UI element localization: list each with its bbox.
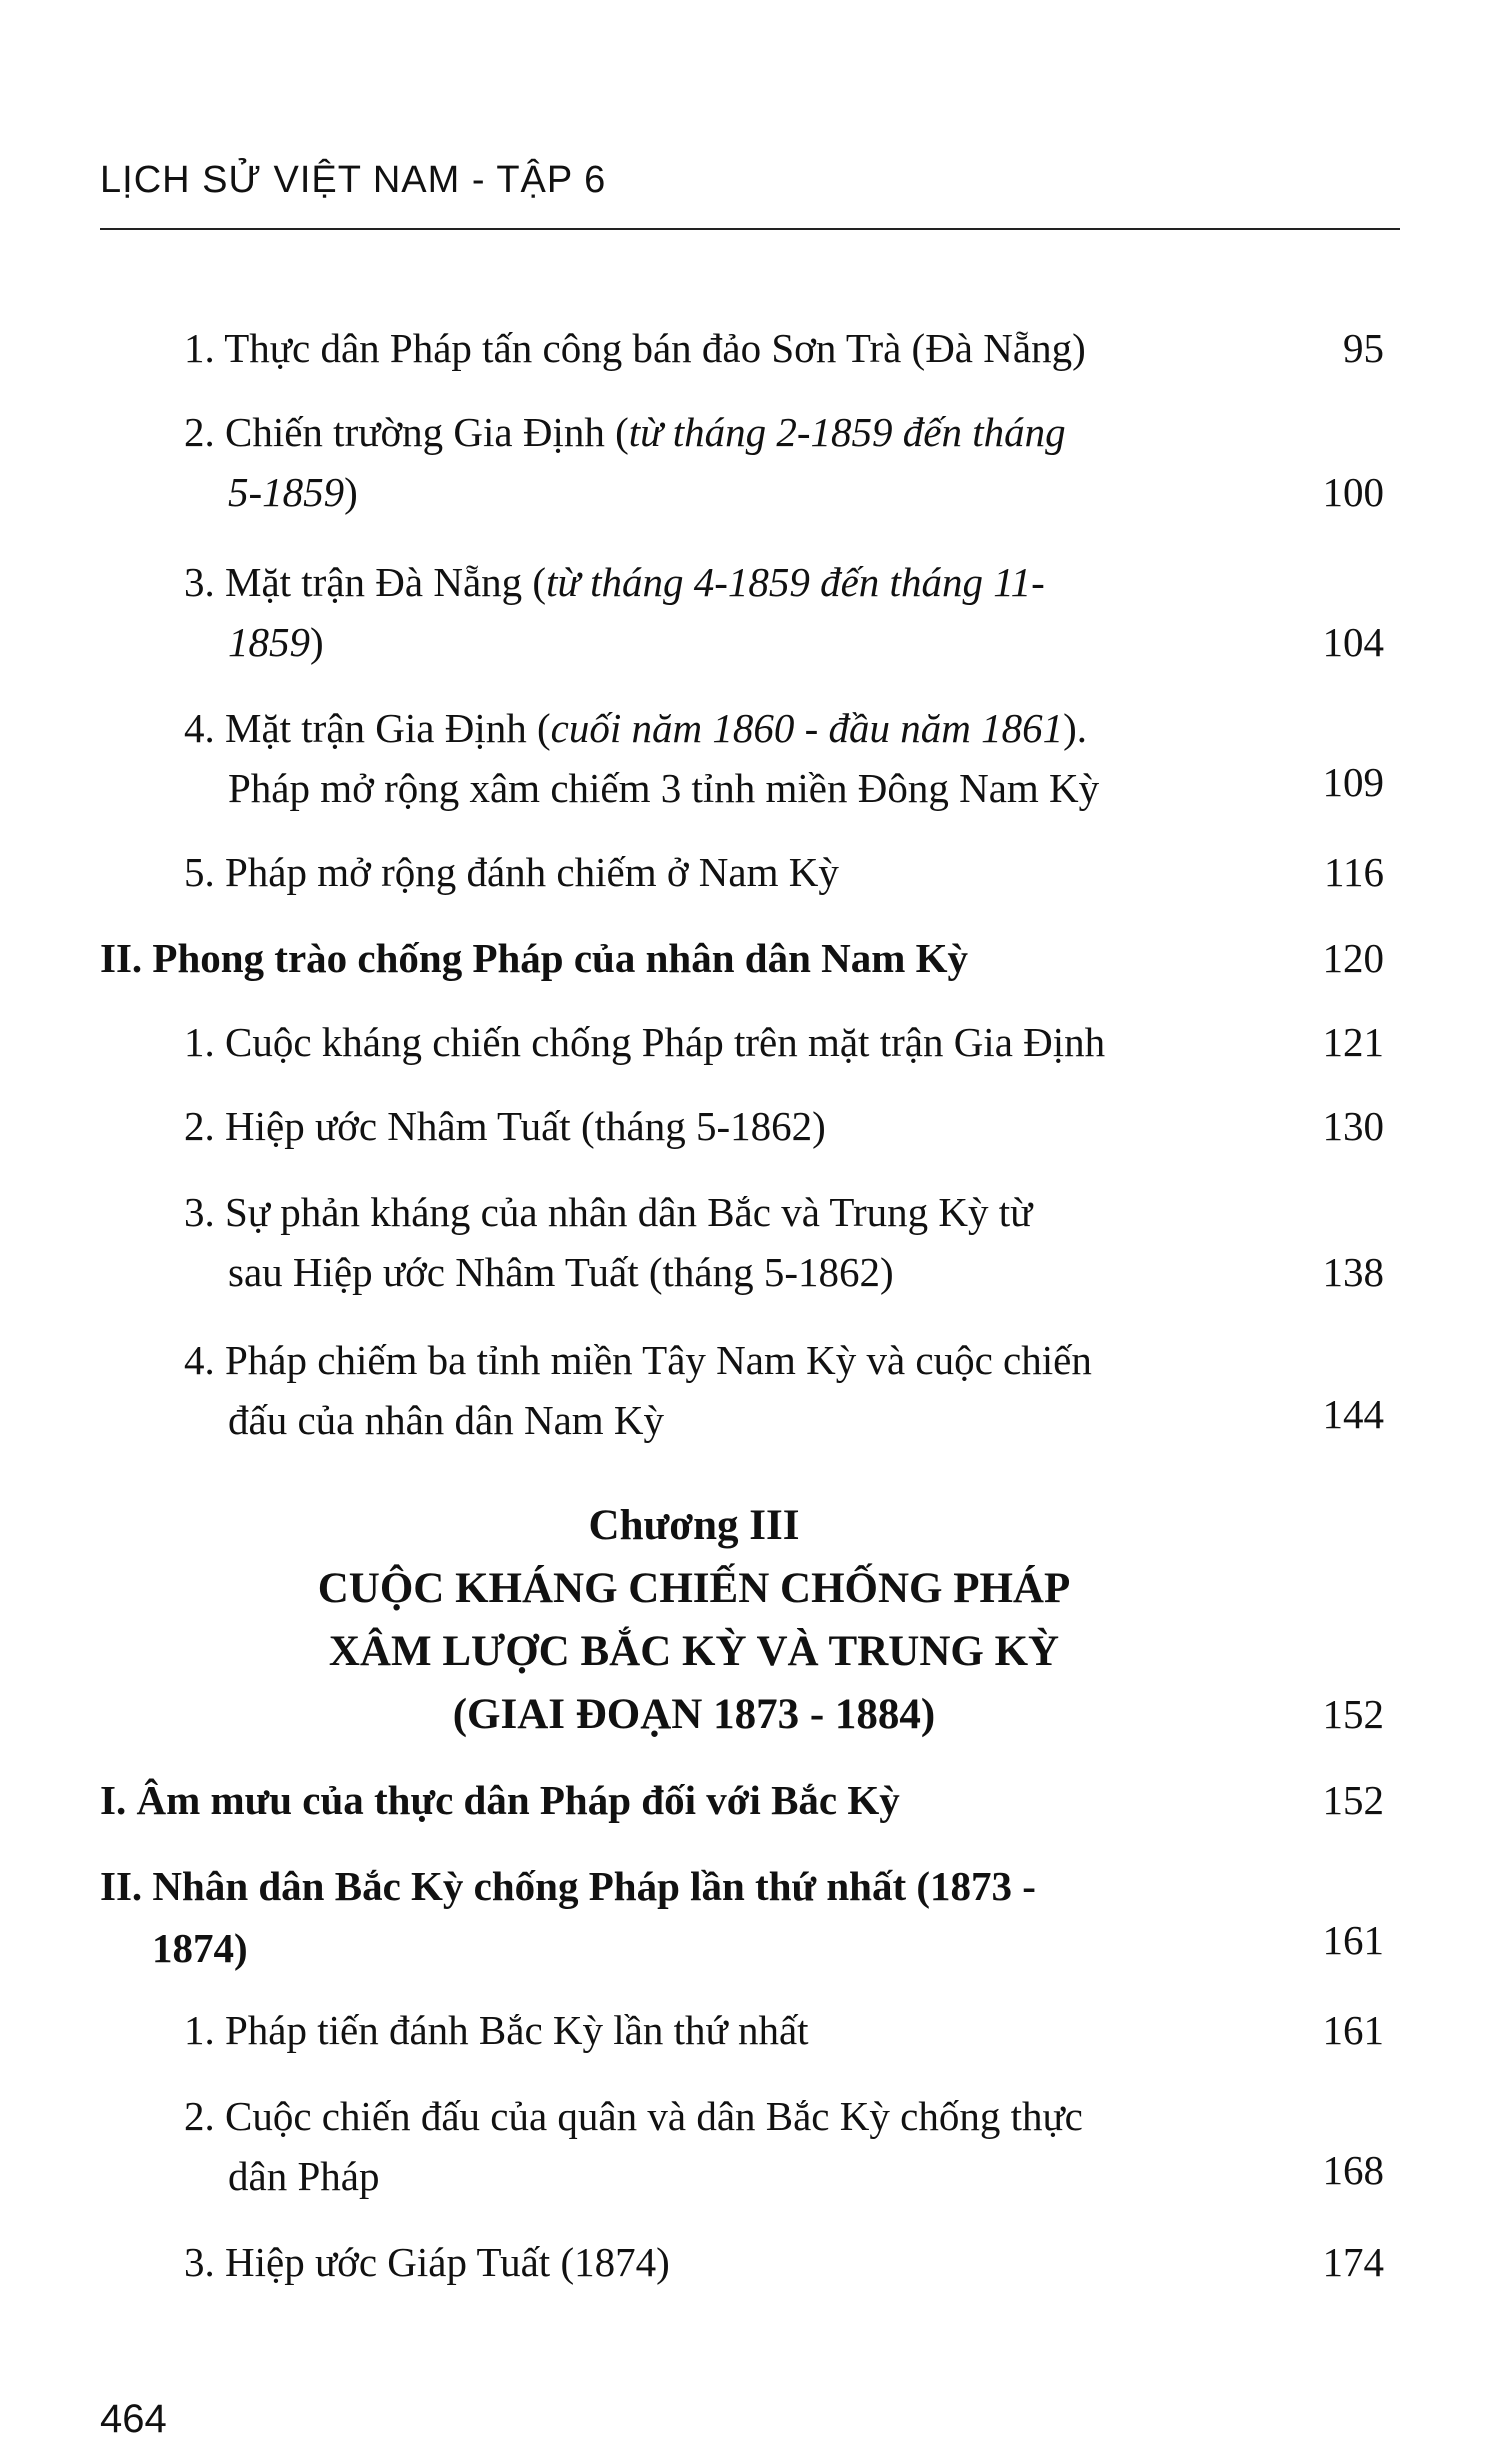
toc-entry-title-line1: 2. Cuộc chiến đấu của quân và dân Bắc Kỳ chống thực (184, 2093, 1083, 2139)
toc-entry-title-line2: 5-1859) (228, 469, 358, 515)
toc-entry-title-line1: 2. Chiến trường Gia Định (từ tháng 2-1859 đến tháng (184, 409, 1066, 455)
toc-entry-title: 3. Hiệp ước Giáp Tuất (1874) (184, 2239, 670, 2285)
chapter-title-line3: (GIAI ĐOẠN 1873 - 1884) (452, 1691, 936, 1738)
toc-entry-page: 161 (1322, 2007, 1384, 2053)
toc-entry-page: 152 (1322, 1691, 1384, 1737)
toc-entry-page: 100 (1322, 469, 1384, 515)
toc-entry-page: 161 (1322, 1917, 1384, 1963)
toc-entry-title-line1: 4. Pháp chiếm ba tỉnh miền Tây Nam Kỳ và cuộc chiến (184, 1337, 1092, 1383)
toc-entry-page: 138 (1322, 1249, 1384, 1295)
toc-entry-page: 120 (1322, 935, 1384, 981)
toc-entry-page: 109 (1322, 759, 1384, 805)
toc-entry-title-line1: 4. Mặt trận Gia Định (cuối năm 1860 - đầu năm 1861). (184, 705, 1088, 751)
page-number: 464 (100, 2397, 167, 2441)
toc-entry-title-line1: 3. Sự phản kháng của nhân dân Bắc và Trung Kỳ từ (184, 1189, 1033, 1235)
toc-entry-page: 121 (1322, 1019, 1384, 1065)
toc-entry-title-line2: đấu của nhân dân Nam Kỳ (228, 1397, 665, 1443)
toc-entry-page: 152 (1322, 1777, 1384, 1823)
toc-section-title: II. Phong trào chống Pháp của nhân dân Nam Kỳ (100, 935, 969, 981)
toc-entry-page: 168 (1322, 2147, 1384, 2193)
header-rule (100, 228, 1400, 230)
chapter-title-line1: CUỘC KHÁNG CHIẾN CHỐNG PHÁP (317, 1565, 1071, 1612)
toc-entry-title-line1: 3. Mặt trận Đà Nẵng (từ tháng 4-1859 đến tháng 11- (184, 559, 1045, 605)
toc-entry-title-line2: Pháp mở rộng xâm chiếm 3 tỉnh miền Đông Nam Kỳ (228, 765, 1100, 811)
toc-entry-page: 116 (1324, 849, 1384, 895)
toc-entry-title-line2: 1859) (228, 619, 324, 665)
toc-entry-title: 2. Hiệp ước Nhâm Tuất (tháng 5-1862) (184, 1103, 826, 1149)
toc-entry-title: 1. Cuộc kháng chiến chống Pháp trên mặt trận Gia Định (184, 1019, 1106, 1065)
toc-section-title: I. Âm mưu của thực dân Pháp đối với Bắc Kỳ (100, 1777, 900, 1823)
toc-entry-title: 1. Thực dân Pháp tấn công bán đảo Sơn Trà (Đà Nẵng) (184, 325, 1086, 371)
chapter-label: Chương III (588, 1502, 800, 1549)
toc-entry-title: 1. Pháp tiến đánh Bắc Kỳ lần thứ nhất (184, 2007, 809, 2053)
toc-section-title-line1: II. Nhân dân Bắc Kỳ chống Pháp lần thứ nhất (1873 - (100, 1863, 1036, 1909)
toc-entry-page: 95 (1343, 325, 1384, 371)
toc-entry-page: 144 (1322, 1391, 1384, 1437)
toc-entry-page: 104 (1322, 619, 1384, 665)
chapter-title-line2: XÂM LƯỢC BẮC KỲ VÀ TRUNG KỲ (328, 1628, 1060, 1675)
toc-entry-page: 174 (1322, 2239, 1384, 2285)
toc-entry-title-line2: sau Hiệp ước Nhâm Tuất (tháng 5-1862) (228, 1249, 894, 1295)
toc-entry-title: 5. Pháp mở rộng đánh chiếm ở Nam Kỳ (184, 849, 839, 895)
toc-entry-title-line2: dân Pháp (228, 2153, 380, 2199)
toc-section-title-line2: 1874) (152, 1925, 248, 1971)
running-header: LỊCH SỬ VIỆT NAM - TẬP 6 (100, 159, 607, 201)
toc-entry-page: 130 (1322, 1103, 1384, 1149)
